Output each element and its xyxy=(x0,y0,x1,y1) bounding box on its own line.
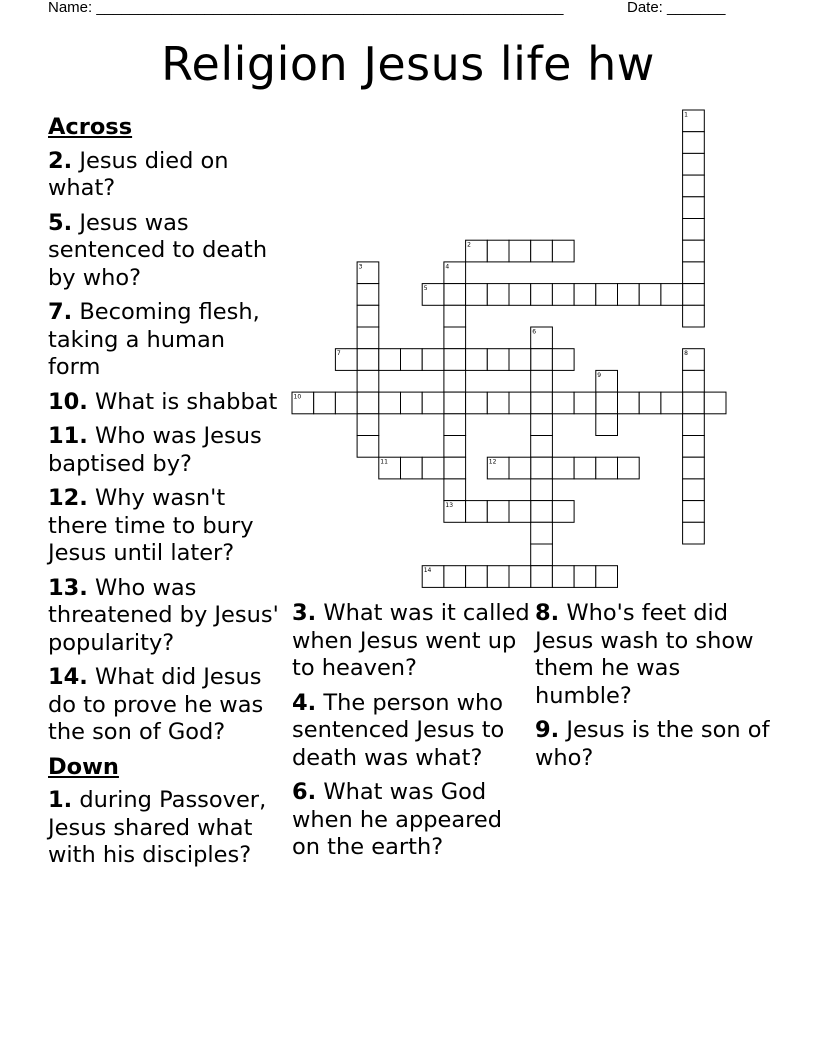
clue-column-2 xyxy=(292,600,532,869)
grid-cell[interactable] xyxy=(683,414,705,436)
grid-cell[interactable] xyxy=(509,566,531,588)
clue-number: 6. xyxy=(292,779,317,805)
grid-cell[interactable] xyxy=(401,349,423,371)
grid-cell[interactable] xyxy=(531,501,553,523)
date-field-label: Date: _______ xyxy=(627,0,726,16)
grid-cell[interactable] xyxy=(509,284,531,306)
grid-cell[interactable] xyxy=(357,349,379,371)
clue-text: Why wasn't there time to bury Jesus until later? xyxy=(48,485,254,566)
grid-cell[interactable] xyxy=(552,349,574,371)
across-heading: Across xyxy=(48,114,133,140)
grid-cell-number: 8 xyxy=(684,350,688,358)
grid-cell[interactable] xyxy=(704,392,726,414)
grid-cell-number: 6 xyxy=(532,328,537,336)
grid-cell[interactable] xyxy=(552,566,574,588)
clue-number: 11. xyxy=(48,423,88,449)
grid-cell-number: 5 xyxy=(423,285,428,293)
grid-cell[interactable] xyxy=(596,414,618,436)
clue-across-10 xyxy=(48,389,283,417)
grid-cell[interactable] xyxy=(574,566,596,588)
grid-cell[interactable] xyxy=(531,457,553,479)
grid-cell[interactable] xyxy=(487,566,509,588)
grid-cell[interactable] xyxy=(683,262,705,284)
grid-cell[interactable] xyxy=(357,327,379,349)
grid-cell[interactable] xyxy=(683,175,705,197)
grid-cell[interactable] xyxy=(422,349,444,371)
grid-cell[interactable] xyxy=(531,479,553,501)
clue-across-14 xyxy=(48,664,283,747)
clue-across-7 xyxy=(48,299,283,382)
clue-number: 14. xyxy=(48,664,88,690)
grid-cell[interactable] xyxy=(379,392,401,414)
grid-cell-number: 1 xyxy=(684,111,688,119)
grid-cell[interactable] xyxy=(531,414,553,436)
clue-down-9 xyxy=(535,717,775,772)
grid-cell[interactable] xyxy=(683,479,705,501)
grid-cell-number: 7 xyxy=(336,350,341,358)
clue-number: 12. xyxy=(48,485,88,511)
grid-cell[interactable] xyxy=(357,305,379,327)
grid-cell-number: 14 xyxy=(423,567,432,575)
grid-cell-number: 12 xyxy=(488,458,497,466)
clue-text: Who was threatened by Jesus' popularity? xyxy=(48,574,279,656)
clue-number: 4. xyxy=(292,689,317,716)
clue-text: Who was Jesus baptised by? xyxy=(48,423,262,477)
grid-cell[interactable] xyxy=(444,327,466,349)
down-heading: Down xyxy=(48,753,119,780)
grid-cell[interactable] xyxy=(357,392,379,414)
clue-across-2 xyxy=(48,148,283,203)
grid-cell[interactable] xyxy=(531,392,553,414)
grid-cell[interactable] xyxy=(466,349,488,371)
grid-cell[interactable] xyxy=(618,392,640,414)
grid-cell[interactable] xyxy=(531,566,553,588)
grid-cell[interactable] xyxy=(401,392,423,414)
grid-cell[interactable] xyxy=(552,240,574,262)
grid-cell[interactable] xyxy=(683,457,705,479)
clue-number: 1. xyxy=(48,787,73,813)
clue-text: What was God when he appeared on the earth? xyxy=(292,779,503,860)
grid-cell[interactable] xyxy=(509,240,531,262)
grid-cell[interactable] xyxy=(639,284,661,306)
grid-cell[interactable] xyxy=(357,370,379,392)
grid-cell-number: 4 xyxy=(445,263,450,271)
grid-cell[interactable] xyxy=(487,284,509,306)
clue-number: 8. xyxy=(535,600,560,626)
clue-number: 2. xyxy=(48,147,73,174)
grid-cell[interactable] xyxy=(422,392,444,414)
grid-cell[interactable] xyxy=(466,566,488,588)
clue-down-3 xyxy=(292,600,532,683)
clue-number: 5. xyxy=(48,209,73,236)
grid-cell[interactable] xyxy=(379,349,401,371)
grid-cell[interactable] xyxy=(444,457,466,479)
grid-cell[interactable] xyxy=(444,370,466,392)
grid-cell[interactable] xyxy=(509,349,531,371)
grid-cell-number: 9 xyxy=(597,371,602,379)
grid-cell[interactable] xyxy=(335,392,357,414)
grid-cell[interactable] xyxy=(444,436,466,458)
grid-cell[interactable] xyxy=(552,284,574,306)
clue-down-1 xyxy=(48,787,283,870)
grid-cell[interactable] xyxy=(444,566,466,588)
grid-cell[interactable] xyxy=(552,392,574,414)
grid-cell[interactable] xyxy=(444,392,466,414)
grid-cell[interactable] xyxy=(596,566,618,588)
grid-cell[interactable] xyxy=(531,349,553,371)
grid-cell[interactable] xyxy=(683,197,705,219)
clue-text: What is shabbat xyxy=(95,388,278,415)
clue-text: Jesus is the son of who? xyxy=(535,717,770,771)
grid-cell[interactable] xyxy=(596,392,618,414)
clue-number: 7. xyxy=(48,299,73,325)
clue-text: What was it called when Jesus went up to heaven? xyxy=(292,600,530,681)
grid-cell[interactable] xyxy=(487,349,509,371)
grid-cell[interactable] xyxy=(357,436,379,458)
grid-cell[interactable] xyxy=(509,501,531,523)
grid-cell[interactable] xyxy=(683,436,705,458)
grid-cell-number: 3 xyxy=(358,263,363,271)
grid-cell[interactable] xyxy=(661,392,683,414)
clue-number: 13. xyxy=(48,574,88,601)
grid-cell[interactable] xyxy=(357,414,379,436)
clue-text: What did Jesus do to prove he was the son of God? xyxy=(48,664,264,745)
grid-cell[interactable] xyxy=(487,240,509,262)
grid-cell[interactable] xyxy=(596,284,618,306)
grid-cell-number: 13 xyxy=(445,502,454,510)
grid-cell[interactable] xyxy=(683,153,705,175)
grid-cell[interactable] xyxy=(531,370,553,392)
grid-cell[interactable] xyxy=(683,370,705,392)
clue-column-1 xyxy=(48,114,283,877)
clue-text: during Passover, Jesus shared what with his disciples? xyxy=(48,787,267,868)
clue-down-4 xyxy=(292,690,532,773)
grid-cell[interactable] xyxy=(574,392,596,414)
grid-cell[interactable] xyxy=(683,522,705,544)
clue-number: 10. xyxy=(48,388,88,415)
grid-cell[interactable] xyxy=(618,284,640,306)
grid-cell[interactable] xyxy=(444,414,466,436)
grid-cell[interactable] xyxy=(531,544,553,566)
grid-cell[interactable] xyxy=(683,305,705,327)
clue-text: Becoming flesh, taking a human form xyxy=(48,299,260,380)
grid-cell[interactable] xyxy=(466,501,488,523)
grid-cell-number: 2 xyxy=(467,241,471,249)
clue-across-12 xyxy=(48,485,283,568)
clue-column-3 xyxy=(535,600,775,779)
grid-cell[interactable] xyxy=(314,392,336,414)
grid-cell[interactable] xyxy=(683,392,705,414)
clue-down-6 xyxy=(292,779,532,862)
clue-text: Who's feet did Jesus wash to show them he was humble? xyxy=(535,600,754,709)
grid-cell[interactable] xyxy=(487,501,509,523)
grid-cell[interactable] xyxy=(487,392,509,414)
grid-cell-number: 11 xyxy=(380,458,388,466)
clue-down-8 xyxy=(535,600,775,710)
grid-cell[interactable] xyxy=(639,392,661,414)
grid-cell[interactable] xyxy=(444,284,466,306)
clue-text: Jesus died on what? xyxy=(48,147,229,201)
grid-cell[interactable] xyxy=(466,392,488,414)
grid-cell[interactable] xyxy=(683,501,705,523)
grid-cell[interactable] xyxy=(618,457,640,479)
clue-across-5 xyxy=(48,210,283,293)
name-field-label: Name: ________________________________________________________ xyxy=(48,0,564,16)
grid-cell[interactable] xyxy=(444,305,466,327)
grid-cell[interactable] xyxy=(531,240,553,262)
clue-number: 9. xyxy=(535,717,560,743)
grid-cell[interactable] xyxy=(509,392,531,414)
clue-number: 3. xyxy=(292,600,317,626)
grid-cell[interactable] xyxy=(466,284,488,306)
clue-text: The person who sentenced Jesus to death was what? xyxy=(292,689,505,771)
grid-cell[interactable] xyxy=(444,479,466,501)
clue-text: Jesus was sentenced to death by who? xyxy=(48,209,268,291)
grid-cell[interactable] xyxy=(509,457,531,479)
grid-cell[interactable] xyxy=(552,501,574,523)
grid-cell[interactable] xyxy=(401,457,423,479)
grid-cell[interactable] xyxy=(683,240,705,262)
grid-cell[interactable] xyxy=(574,457,596,479)
grid-cell[interactable] xyxy=(683,219,705,241)
grid-cell-number: 10 xyxy=(293,393,302,401)
clue-across-13 xyxy=(48,575,283,658)
grid-cell[interactable] xyxy=(444,349,466,371)
grid-cell[interactable] xyxy=(531,436,553,458)
clue-across-11 xyxy=(48,423,283,478)
grid-cell[interactable] xyxy=(661,284,683,306)
page-title: Religion Jesus life hw xyxy=(161,37,655,91)
grid-cell[interactable] xyxy=(531,284,553,306)
grid-cell[interactable] xyxy=(422,457,444,479)
grid-cell[interactable] xyxy=(531,522,553,544)
grid-cell[interactable] xyxy=(574,284,596,306)
grid-cell[interactable] xyxy=(683,284,705,306)
grid-cell[interactable] xyxy=(357,284,379,306)
grid-cell[interactable] xyxy=(683,132,705,154)
grid-cell[interactable] xyxy=(552,457,574,479)
grid-cell[interactable] xyxy=(596,457,618,479)
